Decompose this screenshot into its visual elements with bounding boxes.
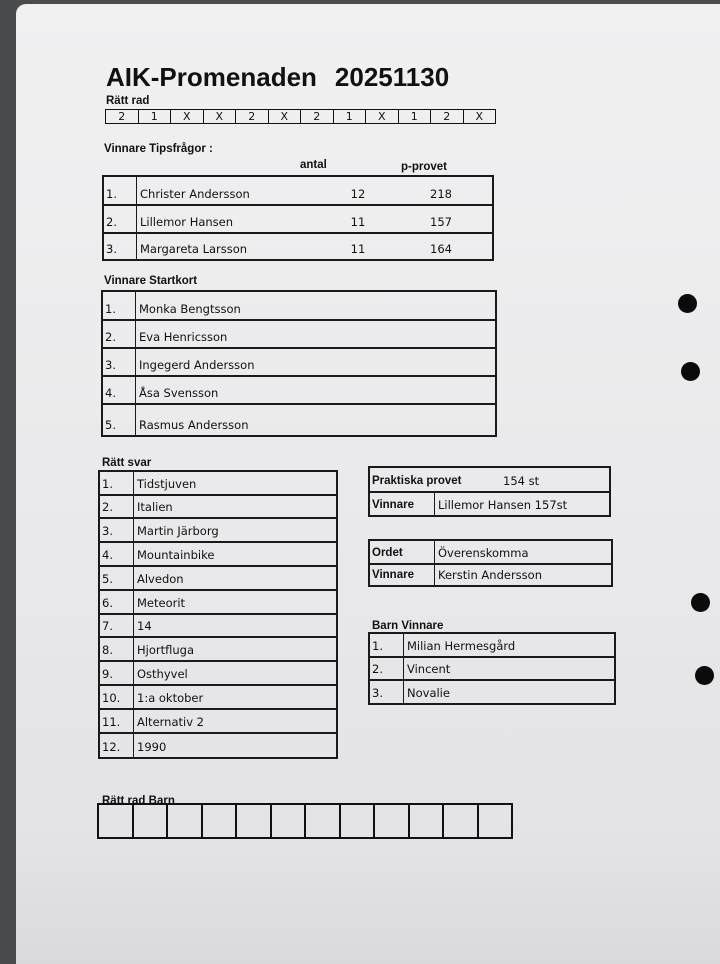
answer-text: Mountainbike — [137, 548, 215, 562]
table-row — [370, 658, 614, 681]
ordet-value: Överenskomma — [438, 546, 529, 560]
winner-antal: 11 — [350, 242, 366, 256]
winner-name: Margareta Larsson — [140, 242, 248, 256]
ratt-rad-row — [105, 109, 496, 124]
table-row — [104, 206, 492, 234]
praktiska-winner-label: Vinnare — [370, 493, 435, 515]
winner-pprovet: 164 — [430, 242, 452, 256]
ordet-table — [368, 539, 613, 587]
row-number: 2. — [100, 496, 134, 517]
table-row — [104, 234, 492, 259]
ratt-rad-barn-cell — [134, 805, 169, 837]
table-row — [100, 662, 336, 686]
answer-text: Hjortfluga — [137, 643, 194, 657]
table-row — [370, 493, 609, 515]
ratt-rad-barn-cell — [444, 805, 479, 837]
praktiska-table — [368, 466, 611, 517]
ratt-rad-cell: 1 — [334, 110, 367, 123]
row-number: 1. — [104, 177, 137, 204]
row-number: 11. — [100, 710, 134, 732]
ordet-winner-label: Vinnare — [370, 565, 435, 585]
answer-text: Tidstjuven — [137, 477, 197, 491]
table-row — [370, 468, 609, 493]
table-row — [103, 377, 495, 405]
winner-antal: 11 — [350, 215, 366, 229]
answer-text: Meteorit — [137, 596, 186, 610]
answer-text: Osthyvel — [137, 667, 188, 681]
ordet-label: Ordet — [370, 541, 435, 563]
ratt-rad-barn-cell — [479, 805, 512, 837]
ratt-rad-label: Rätt rad — [106, 95, 150, 107]
tipsfragor-col-pprovet: p-provet — [401, 161, 447, 173]
table-row — [370, 634, 614, 658]
ratt-svar-table — [98, 470, 338, 759]
ratt-rad-cell: 2 — [431, 110, 464, 123]
winner-name: Christer Andersson — [140, 187, 250, 201]
row-number: 1. — [100, 472, 134, 494]
table-row — [370, 681, 614, 703]
winner-name: Milian Hermesgård — [407, 639, 516, 653]
ratt-rad-cell: X — [475, 110, 484, 123]
winner-name: Åsa Svensson — [139, 386, 219, 400]
winner-name: Ingegerd Andersson — [139, 358, 255, 372]
row-number: 2. — [370, 658, 404, 679]
barn-heading: Barn Vinnare — [372, 620, 444, 632]
table-row — [100, 567, 336, 591]
answer-text: Martin Järborg — [137, 524, 219, 538]
row-number: 3. — [103, 349, 136, 375]
table-row — [100, 615, 336, 638]
title-date: 20251130 — [334, 62, 450, 92]
ratt-rad-cell: 2 — [301, 110, 334, 123]
ratt-rad-cell: X — [366, 110, 399, 123]
tipsfragor-heading: Vinnare Tipsfrågor : — [104, 143, 213, 155]
ratt-rad-barn-cell — [99, 805, 134, 837]
table-row — [104, 177, 492, 206]
answer-text: Alvedon — [137, 572, 184, 586]
table-row — [103, 349, 495, 377]
answer-text: 1990 — [137, 740, 167, 754]
row-number: 4. — [100, 543, 134, 565]
tipsfragor-col-antal: antal — [300, 159, 327, 171]
row-number: 5. — [103, 405, 136, 435]
row-number: 8. — [100, 638, 134, 660]
row-number: 3. — [104, 234, 137, 259]
winner-name: Vincent — [407, 662, 451, 676]
ratt-svar-heading: Rätt svar — [102, 457, 152, 469]
winner-pprovet: 218 — [430, 187, 452, 201]
ratt-rad-barn-row — [97, 803, 513, 839]
row-number: 3. — [100, 519, 134, 541]
startkort-table — [101, 290, 497, 437]
tipsfragor-table — [102, 175, 494, 261]
answer-text: 1:a oktober — [137, 691, 204, 705]
ratt-rad-barn-cell — [306, 805, 341, 837]
winner-name: Monka Bengtsson — [139, 302, 241, 316]
row-number: 9. — [100, 662, 134, 684]
row-number: 6. — [100, 591, 134, 613]
ratt-rad-cell: X — [171, 110, 204, 123]
ratt-rad-barn-cell — [203, 805, 238, 837]
ratt-rad-barn-cell — [341, 805, 376, 837]
table-row — [370, 565, 611, 585]
table-row — [103, 405, 495, 435]
punch-hole-icon — [695, 666, 714, 685]
table-row — [100, 710, 336, 734]
row-number: 12. — [100, 734, 134, 757]
row-number: 5. — [100, 567, 134, 589]
ordet-winner: Kerstin Andersson — [438, 568, 542, 582]
row-number: 1. — [103, 292, 136, 319]
row-number: 10. — [100, 686, 134, 708]
row-number: 2. — [103, 321, 136, 347]
ratt-rad-barn-cell — [168, 805, 203, 837]
table-row — [100, 519, 336, 543]
row-number: 3. — [370, 681, 404, 703]
row-number: 7. — [100, 615, 134, 636]
ratt-rad-barn-cell — [375, 805, 410, 837]
praktiska-value: 154 st — [503, 474, 540, 488]
punch-hole-icon — [691, 593, 710, 612]
answer-text: 14 — [137, 619, 152, 633]
praktiska-label: Praktiska provet — [372, 475, 462, 487]
ratt-rad-cell: X — [204, 110, 237, 123]
winner-name: Novalie — [407, 686, 450, 700]
table-row — [103, 292, 495, 321]
table-row — [100, 591, 336, 615]
ratt-rad-cell: 1 — [399, 110, 432, 123]
table-row — [100, 734, 336, 757]
table-row — [100, 496, 336, 519]
row-number: 1. — [370, 634, 404, 656]
ratt-rad-cell: 2 — [106, 110, 139, 123]
title-text: AIK-Promenaden — [106, 62, 317, 92]
row-number: 2. — [104, 206, 137, 232]
table-row — [100, 543, 336, 567]
winner-name: Lillemor Hansen — [140, 215, 234, 229]
punch-hole-icon — [678, 294, 697, 313]
answer-text: Alternativ 2 — [137, 715, 204, 729]
paper-shading — [16, 844, 720, 964]
ratt-rad-barn-cell — [410, 805, 445, 837]
answer-text: Italien — [137, 500, 173, 514]
winner-pprovet: 157 — [430, 215, 452, 229]
table-row — [100, 472, 336, 496]
ratt-rad-cell: X — [269, 110, 302, 123]
ratt-rad-barn-label: Rätt rad Barn — [102, 795, 175, 807]
row-number: 4. — [103, 377, 136, 403]
startkort-heading: Vinnare Startkort — [104, 275, 198, 287]
table-row — [370, 541, 611, 565]
ratt-rad-barn-cell — [237, 805, 272, 837]
ratt-rad-cell: 1 — [139, 110, 172, 123]
winner-name: Rasmus Andersson — [139, 418, 249, 432]
winner-name: Eva Henricsson — [139, 330, 228, 344]
table-row — [100, 686, 336, 710]
winner-antal: 12 — [350, 187, 366, 201]
table-row — [100, 638, 336, 662]
ratt-rad-barn-cell — [272, 805, 307, 837]
ratt-rad-cell: 2 — [236, 110, 269, 123]
punch-hole-icon — [681, 362, 700, 381]
praktiska-winner: Lillemor Hansen 157st — [438, 498, 568, 512]
table-row — [103, 321, 495, 349]
page-title — [106, 62, 449, 92]
barn-table — [368, 632, 616, 705]
